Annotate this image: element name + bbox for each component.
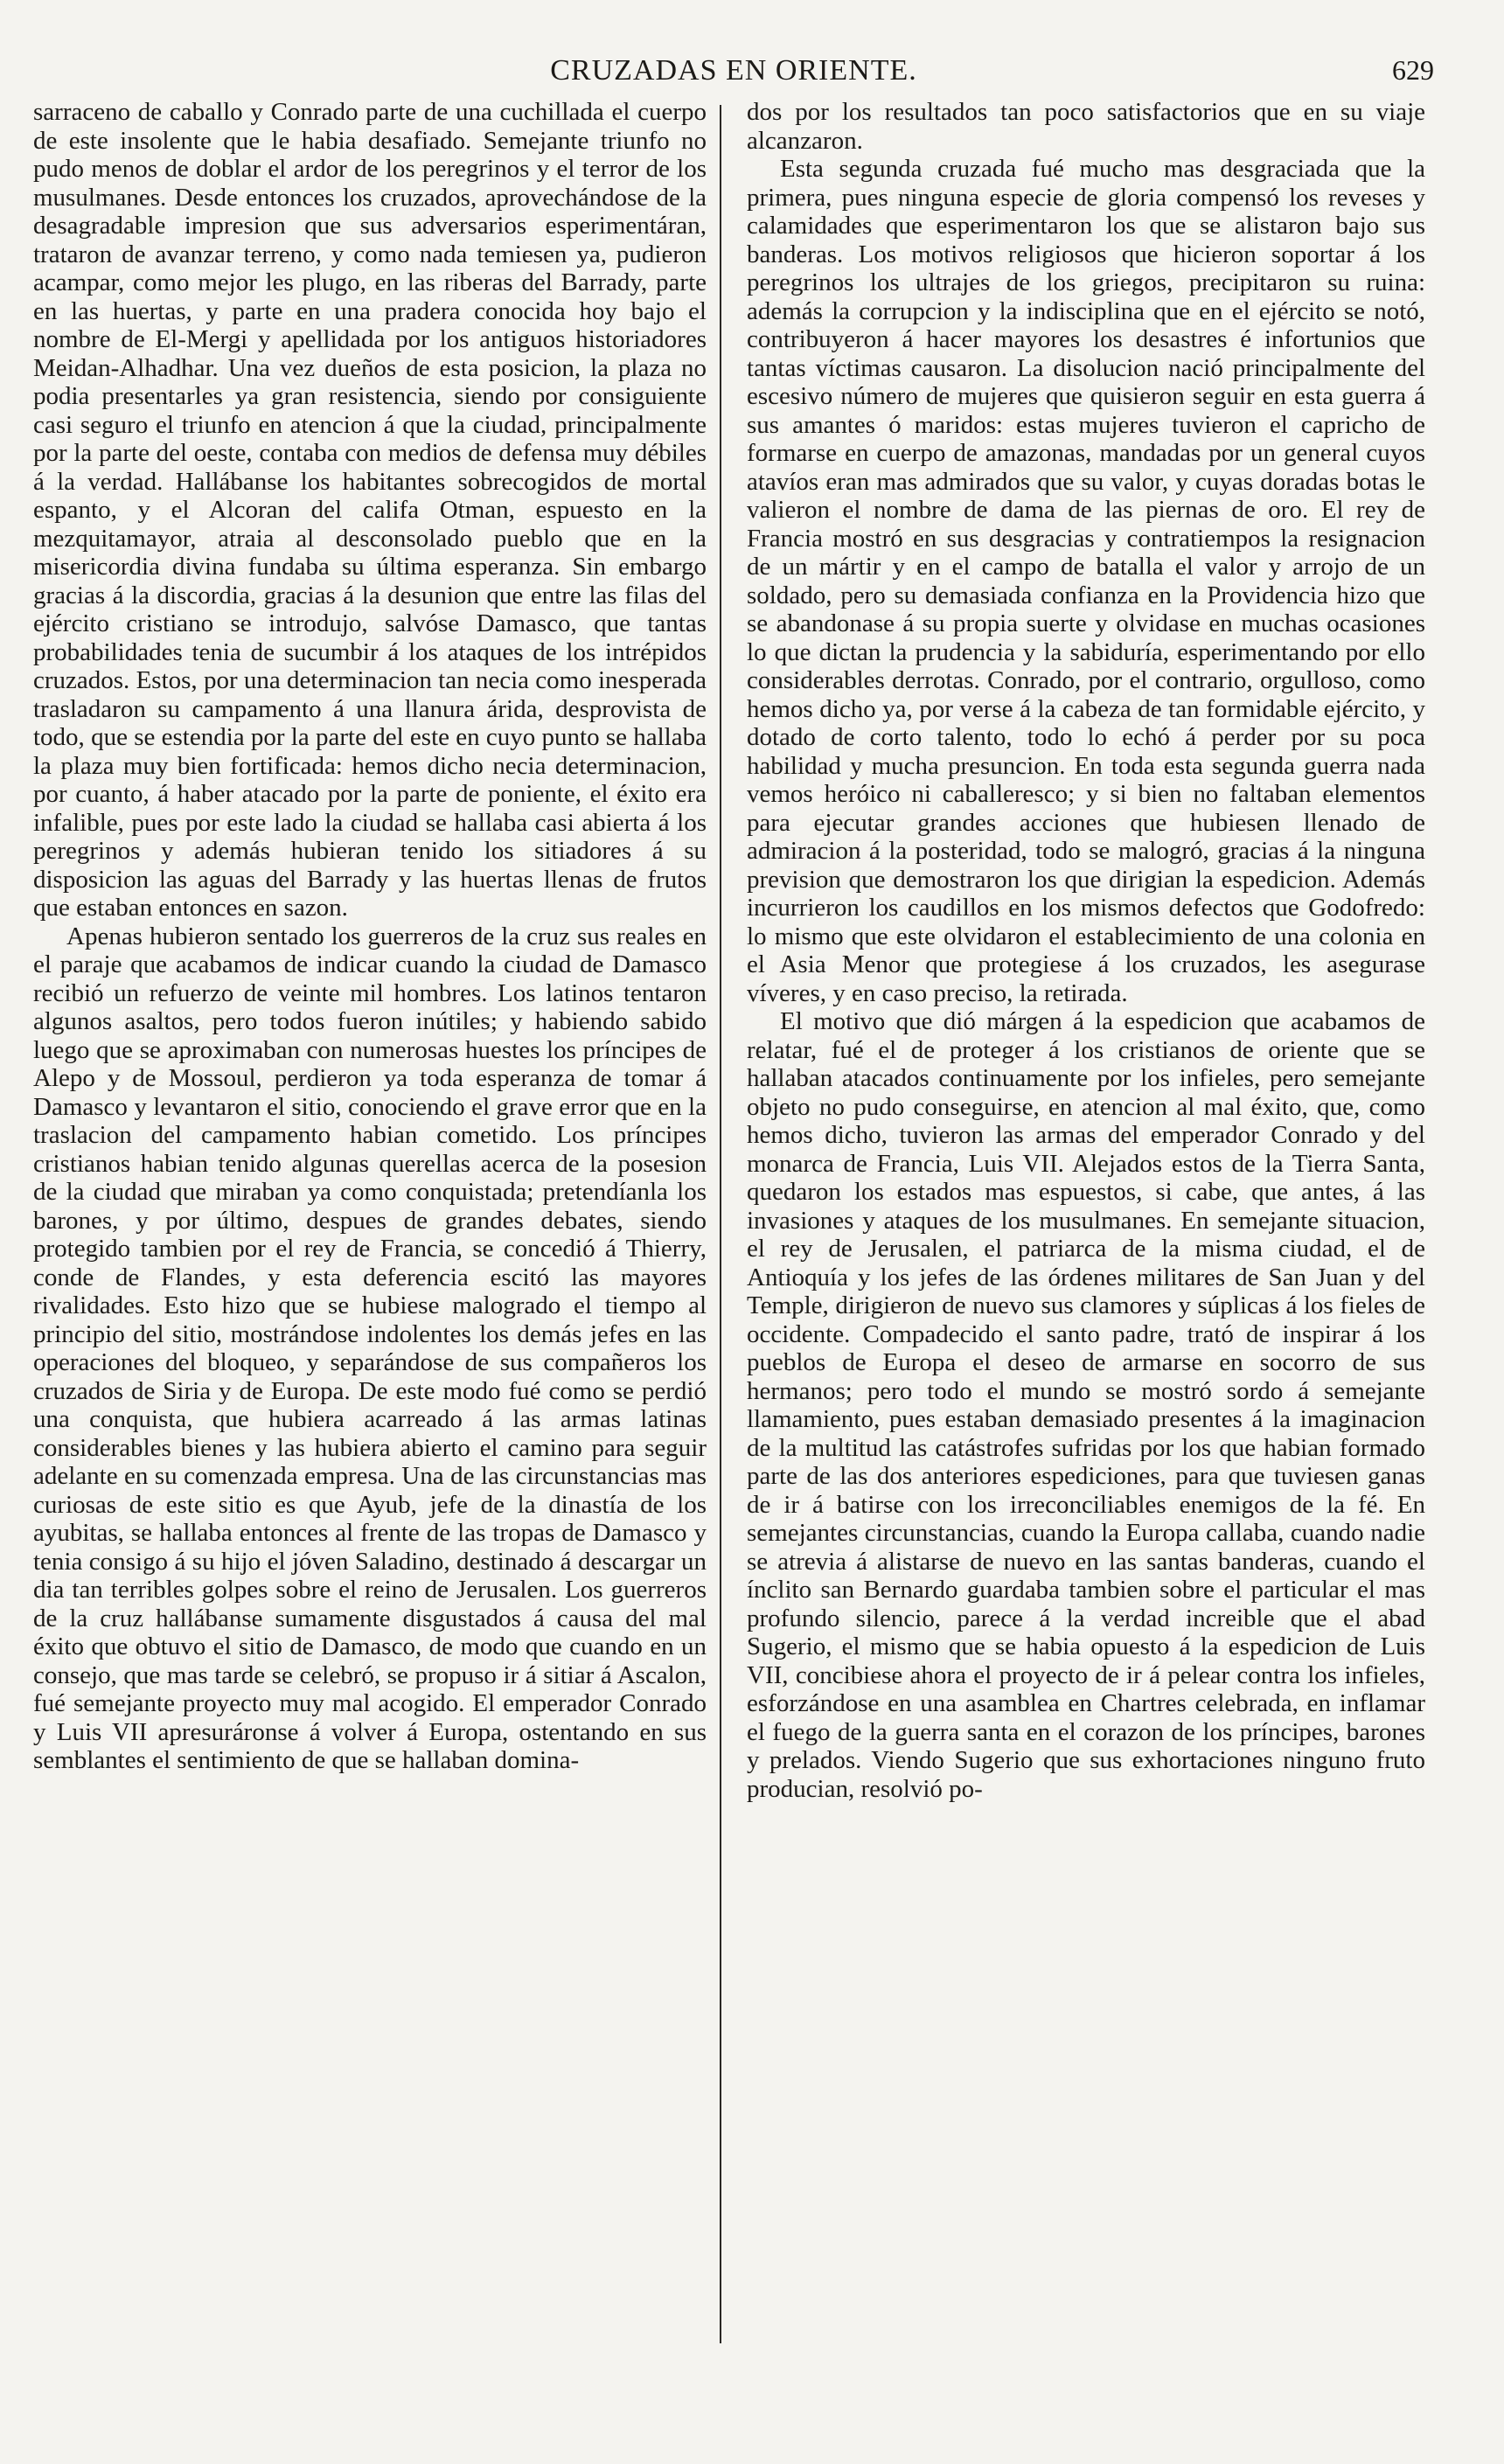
paragraph: sarraceno de caballo y Conrado parte de una cuchillada el cuerpo de este insolente que le habia desafiado. Semejante triunfo no pudo menos de doblar el ardor de los peregrinos y el terror de los musulmanes. Desde entonces los cruzados, aprovechándose de la desagradable impresion que sus adversarios esperimentáran, trataron de avanzar terreno, y como nada temiesen ya, pudieron acampar, como mejor les plugo, en las riberas del Barrady, parte en las huertas, y parte en una pradera conocida hoy bajo el nombre de El-Mergi y apellidada por los antiguos historiadores Meidan-Alhadhar. Una vez dueños de esta posicion, la plaza no podia presentarles ya gran resistencia, siendo por consiguiente casi seguro el triunfo en atencion á que la ciudad, principalmente por la parte del oeste, contaba con medios de defensa muy débiles á la verdad. Hallábanse los habitantes sobrecogidos de mortal espanto, y el Alcoran del califa Otman, espuesto en la mezquitamayor, atraia al desconsolado pueblo que en la misericordia divina fundaba su última esperanza. Sin embargo gracias á la discordia, gracias á la desunion que entre las filas del ejército cristiano se introdujo, salvóse Damasco, que tantas probabilidades tenia de sucumbir á los ataques de los intrépidos cruzados. Estos, por una determinacion tan necia como inesperada trasladaron su campamento á una llanura árida, desprovista de todo, que se estendia por la parte del este en cuyo punto se hallaba la plaza muy bien fortificada: hemos dicho necia determinacion, por cuanto, á haber atacado por la parte de poniente, el éxito era infalible, pues por este lado la ciudad se hallaba casi abierta á los peregrinos y además hubieran tenido los sitiadores á su disposicion las aguas del Barrady y las huertas llenas de frutos que estaban entonces en sazon.: [33, 98, 707, 922]
page-number: 629: [1392, 54, 1434, 86]
paragraph: dos por los resultados tan poco satisfactorios que en su viaje alcanzaron.: [747, 98, 1425, 155]
column-divider: [720, 105, 721, 2343]
paragraph: Apenas hubieron sentado los guerreros de la cruz sus reales en el paraje que acabamos de indicar cuando la ciudad de Damasco recibió un refuerzo de veinte mil hombres. Los latinos tentaron algunos asaltos, pero todos fueron inútiles; y habiendo sabido luego que se aproximaban con numerosas huestes los príncipes de Alepo y de Mossoul, perdieron ya toda esperanza de tomar á Damasco y levantaron el sitio, conociendo el grave error que en la traslacion del campamento habian cometido. Los príncipes cristianos habian tenido algunas querellas acerca de la posesion de la ciudad que miraban ya como conquistada; pretendíanla los barones, y por último, despues de grandes debates, siendo protegido tambien por el rey de Francia, se concedió á Thierry, conde de Flandes, y esta deferencia escitó las mayores rivalidades. Esto hizo que se hubiese malogrado el tiempo al principio del sitio, mostrándose indolentes los demás jefes en las operaciones del bloqueo, y separándose de sus compañeros los cruzados de Siria y de Europa. De este modo fué como se perdió una conquista, que hubiera acarreado á las armas latinas considerables bienes y las hubiera abierto el camino para seguir adelante en su comenzada empresa. Una de las circunstancias mas curiosas de este sitio es que Ayub, jefe de la dinastía de los ayubitas, se hallaba entonces al frente de las tropas de Damasco y tenia consigo á su hijo el jóven Saladino, destinado á descargar un dia tan terribles golpes sobre el reino de Jerusalen. Los guerreros de la cruz hallábanse sumamente disgustados á causa del mal éxito que obtuvo el sitio de Damasco, de modo que cuando en un consejo, que mas tarde se celebró, se propuso ir á sitiar á Ascalon, fué semejante proyecto muy mal acogido. El emperador Conrado y Luis VII apresuráronse á volver á Europa, ostentando en sus semblantes el sentimiento de que se hallaban domina-: [33, 922, 707, 1774]
running-title: CRUZADAS EN ORIENTE.: [550, 54, 917, 87]
right-column: [747, 98, 1425, 1803]
paragraph: El motivo que dió márgen á la espedicion que acabamos de relatar, fué el de proteger á los cristianos de oriente que se hallaban atacados continuamente por los infieles, pero semejante objeto no pudo conseguirse, en atencion al mal éxito, que, como hemos dicho, tuvieron las armas del emperador Conrado y del monarca de Francia, Luis VII. Alejados estos de la Tierra Santa, quedaron los estados mas espuestos, si cabe, que antes, á las invasiones y ataques de los musulmanes. En semejante situacion, el rey de Jerusalen, el patriarca de la misma ciudad, el de Antioquía y los jefes de las órdenes militares de San Juan y del Temple, dirigieron de nuevo sus clamores y súplicas á los fieles de occidente. Compadecido el santo padre, trató de inspirar á los pueblos de Europa el deseo de armarse en socorro de sus hermanos; pero todo el mundo se mostró sordo á semejante llamamiento, pues estaban demasiado presentes á la imaginacion de la multitud las catástrofes sufridas por los que habian formado parte de las dos anteriores espediciones, para que tuviesen ganas de ir á batirse con los irreconciliables enemigos de la fé. En semejantes circunstancias, cuando la Europa callaba, cuando nadie se atrevia á alistarse de nuevo en las santas banderas, cuando el ínclito san Bernardo guardaba tambien sobre el particular el mas profundo silencio, parece á la verdad increible que el abad Sugerio, el mismo que se habia opuesto á la espedicion de Luis VII, concibiese ahora el proyecto de ir á pelear contra los infieles, esforzándose en una asamblea en Chartres celebrada, en inflamar el fuego de la guerra santa en el corazon de los príncipes, barones y prelados. Viendo Sugerio que sus exhortaciones ninguno fruto producian, resolvió po-: [747, 1007, 1425, 1803]
left-column: [33, 98, 707, 1775]
paragraph: Esta segunda cruzada fué mucho mas desgraciada que la primera, pues ninguna especie de gloria compensó los reveses y calamidades que esperimentaron los que se alistaron bajo sus banderas. Los motivos religiosos que hicieron soportar á los peregrinos los ultrajes de los griegos, precipitaron su ruina: además la corrupcion y la indisciplina que en el ejército se notó, contribuyeron á hacer mayores los desastres é infortunios que tantas víctimas causaron. La disolucion nació principalmente del escesivo número de mujeres que quisieron seguir en esta guerra á sus amantes ó maridos: estas mujeres tuvieron el capricho de formarse en cuerpo de amazonas, mandadas por un general cuyos atavíos eran mas admirados que su valor, y cuyas doradas botas le valieron el nombre de dama de las piernas de oro. El rey de Francia mostró en sus desgracias y contratiempos la resignacion de un mártir y en el campo de batalla el valor y arrojo de un soldado, pero su demasiada confianza en la Providencia hizo que se abandonase á su propia suerte y olvidase en muchas ocasiones lo que dictan la prudencia y la sabiduría, esperimentando por ello considerables derrotas. Conrado, por el contrario, orgulloso, como hemos dicho ya, por verse á la cabeza de tan formidable ejército, y dotado de corto talento, todo lo echó á perder por su poca habilidad y mucha presuncion. En toda esta segunda guerra nada vemos heróico ni caballeresco; y si bien no faltaban elementos para ejecutar grandes acciones que hubiesen llenado de admiracion á la posteridad, todo se malogró, gracias á la ninguna prevision que demostraron los que dirigian la espedicion. Además incurrieron los caudillos en los mismos defectos que Godofredo: lo mismo que este olvidaron el establecimiento de una colonia en el Asia Menor que protegiese á los cruzados, les asegurase víveres, y en caso preciso, la retirada.: [747, 155, 1425, 1007]
page-header: [33, 54, 1434, 96]
